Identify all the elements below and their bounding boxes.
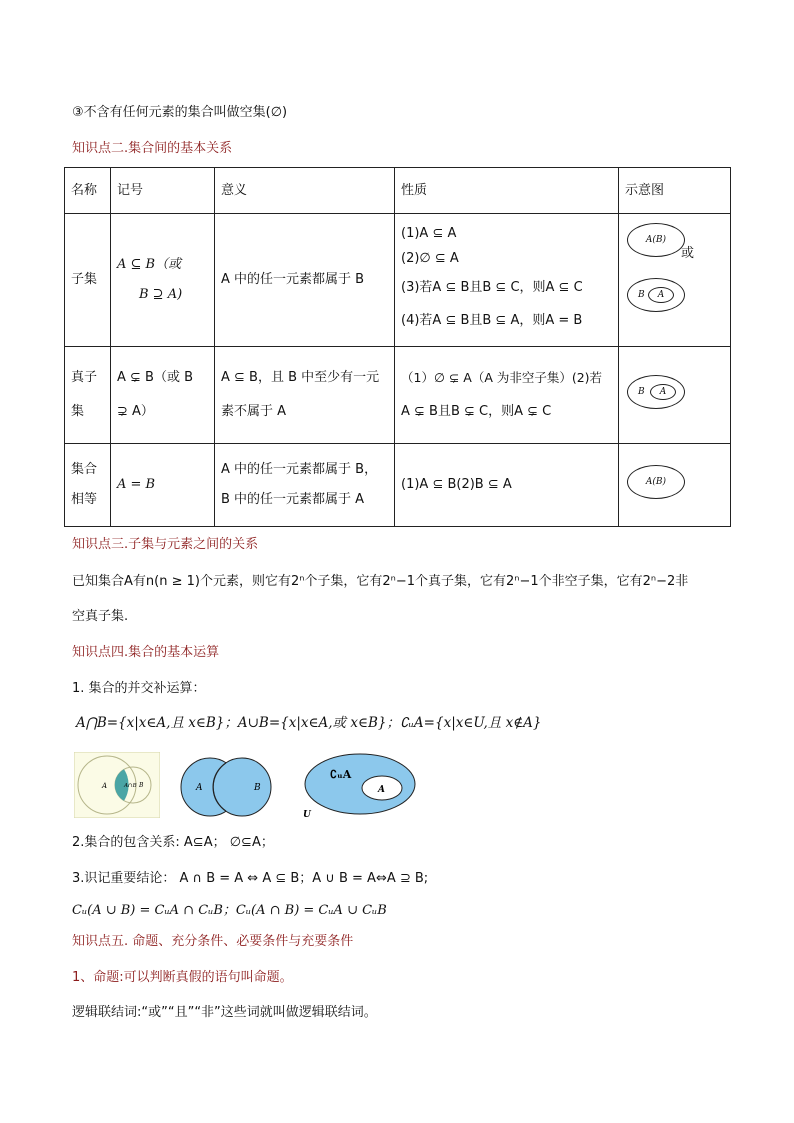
venn-label: A bbox=[196, 783, 203, 793]
venn-label: B bbox=[254, 783, 261, 793]
union-venn-diagram bbox=[172, 756, 280, 818]
section-heading-4: 知识点四.集合的基本运算 bbox=[72, 645, 220, 660]
section-heading-2: 知识点二.集合间的基本关系 bbox=[72, 141, 233, 156]
operations-item-2: 2.集合的包含关系: A⊆A； ∅⊆A； bbox=[72, 835, 274, 850]
section-heading-3: 知识点三.子集与元素之间的关系 bbox=[72, 537, 259, 552]
logical-connectives-line: 逻辑联结词:“或”“且”“非”这些词就叫做逻辑联结词。 bbox=[72, 1005, 377, 1020]
header-name: 名称 bbox=[65, 168, 111, 214]
row-name: 集合 bbox=[71, 462, 98, 477]
venn-label: U bbox=[303, 810, 311, 820]
row-name: 真子 bbox=[71, 370, 98, 385]
row-name: 子集 bbox=[71, 272, 98, 287]
equal-sets-ellipse bbox=[627, 223, 685, 257]
notation-line: B ⊇ A) bbox=[139, 287, 183, 302]
row-meaning-cell bbox=[215, 444, 395, 527]
diagram-label: A(B) bbox=[645, 235, 667, 245]
property-line: （1）∅ ⊊ A（A 为非空子集）(2)若 bbox=[401, 370, 603, 385]
table-row-subset bbox=[65, 214, 731, 347]
notation-line: A = B bbox=[117, 477, 156, 492]
table-row-equal-sets bbox=[65, 444, 731, 527]
operations-item-3-formula: Cᵤ(A ∪ B) = CᵤA ∩ CᵤB；Cᵤ(A ∩ B) = CᵤA ∪ CᵤB bbox=[72, 903, 387, 918]
venn-label: A∩B bbox=[124, 783, 137, 789]
header-meaning: 意义 bbox=[215, 168, 395, 214]
row-property-cell bbox=[395, 214, 619, 347]
property-line: (2)∅ ⊆ A bbox=[401, 251, 459, 266]
subset-count-line-2: 空真子集. bbox=[72, 609, 129, 624]
row-name: 集 bbox=[71, 404, 85, 419]
intersection-venn-diagram bbox=[74, 752, 160, 818]
meaning-line: A 中的任一元素都属于 B， bbox=[221, 462, 378, 477]
row-notation-cell bbox=[111, 214, 215, 347]
section-heading-5: 知识点五. 命题、充分条件、必要条件与充要条件 bbox=[72, 934, 354, 949]
row-diagram-cell bbox=[619, 347, 731, 444]
property-line: (3)若A ⊆ B且B ⊆ C，则A ⊆ C bbox=[401, 280, 583, 295]
property-line: A ⊊ B且B ⊊ C，则A ⊊ C bbox=[401, 404, 552, 419]
proper-subset-inner-ellipse bbox=[650, 384, 676, 400]
row-diagram-cell bbox=[619, 444, 731, 527]
venn-label: A bbox=[102, 782, 108, 790]
property-line: (1)A ⊆ B(2)B ⊆ A bbox=[401, 477, 512, 492]
operations-formula: A⋂B={x|x∈A,且 x∈B}；A∪B={x|x∈A,或 x∈B}；∁ᵤA={x|x∈U,且 x∉A} bbox=[76, 715, 542, 731]
operations-item-1: 1. 集合的并交补运算： bbox=[72, 681, 206, 696]
complement-venn-diagram bbox=[298, 752, 420, 822]
row-notation-cell bbox=[111, 444, 215, 527]
notation-line: A ⊊ B（或 B bbox=[117, 370, 194, 385]
meaning-line: 素不属于 A bbox=[221, 404, 287, 419]
diagram-label: B bbox=[638, 290, 645, 300]
diagram-label: A(B) bbox=[645, 477, 667, 487]
equal-sets-ellipse bbox=[627, 465, 685, 499]
intro-line: ③不含有任何元素的集合叫做空集(∅) bbox=[72, 105, 288, 120]
table-header-row bbox=[65, 168, 731, 214]
meaning-line: B 中的任一元素都属于 A bbox=[221, 492, 365, 507]
set-relations-table bbox=[64, 167, 731, 527]
row-name: 相等 bbox=[71, 492, 98, 507]
row-property-cell bbox=[395, 444, 619, 527]
subset-count-line: 已知集合A有n(n ≥ 1)个元素，则它有2ⁿ个子集，它有2ⁿ−1个真子集，它有2ⁿ−1个非空子集，它有2ⁿ−2非 bbox=[72, 574, 689, 589]
row-meaning-cell bbox=[215, 214, 395, 347]
header-diagram: 示意图 bbox=[619, 168, 731, 214]
subset-inner-ellipse bbox=[648, 287, 674, 303]
diagram-label: B bbox=[638, 387, 645, 397]
venn-label: B bbox=[139, 782, 144, 789]
diagram-label: A bbox=[657, 290, 665, 300]
proper-subset-outer-ellipse bbox=[627, 375, 685, 409]
operations-item-3: 3.识记重要结论： A ∩ B = A ⇔ A ⊆ B；A ∪ B = A⇔A ⊇ B; bbox=[72, 871, 429, 886]
meaning-line: A 中的任一元素都属于 B bbox=[221, 272, 365, 287]
row-meaning-cell bbox=[215, 347, 395, 444]
venn-label: ∁ᵤA bbox=[330, 768, 352, 781]
venn-label: A bbox=[378, 785, 385, 795]
row-name-cell bbox=[65, 347, 111, 444]
diagram-label: A bbox=[659, 387, 667, 397]
row-property-cell bbox=[395, 347, 619, 444]
table-row-proper-subset bbox=[65, 347, 731, 444]
proposition-definition: 1、命题:可以判断真假的语句叫命题。 bbox=[72, 970, 293, 985]
row-name-cell bbox=[65, 214, 111, 347]
subset-outer-ellipse bbox=[627, 278, 685, 312]
property-line: (1)A ⊆ A bbox=[401, 226, 457, 241]
or-text: 或 bbox=[681, 246, 695, 261]
property-line: (4)若A ⊆ B且B ⊆ A，则A = B bbox=[401, 313, 583, 328]
notation-line: ⊋ A） bbox=[117, 404, 154, 419]
header-property: 性质 bbox=[395, 168, 619, 214]
row-diagram-cell bbox=[619, 214, 731, 347]
header-notation: 记号 bbox=[111, 168, 215, 214]
row-name-cell bbox=[65, 444, 111, 527]
meaning-line: A ⊆ B，且 B 中至少有一元 bbox=[221, 370, 380, 385]
notation-line: A ⊆ B（或 bbox=[117, 257, 182, 272]
row-notation-cell bbox=[111, 347, 215, 444]
